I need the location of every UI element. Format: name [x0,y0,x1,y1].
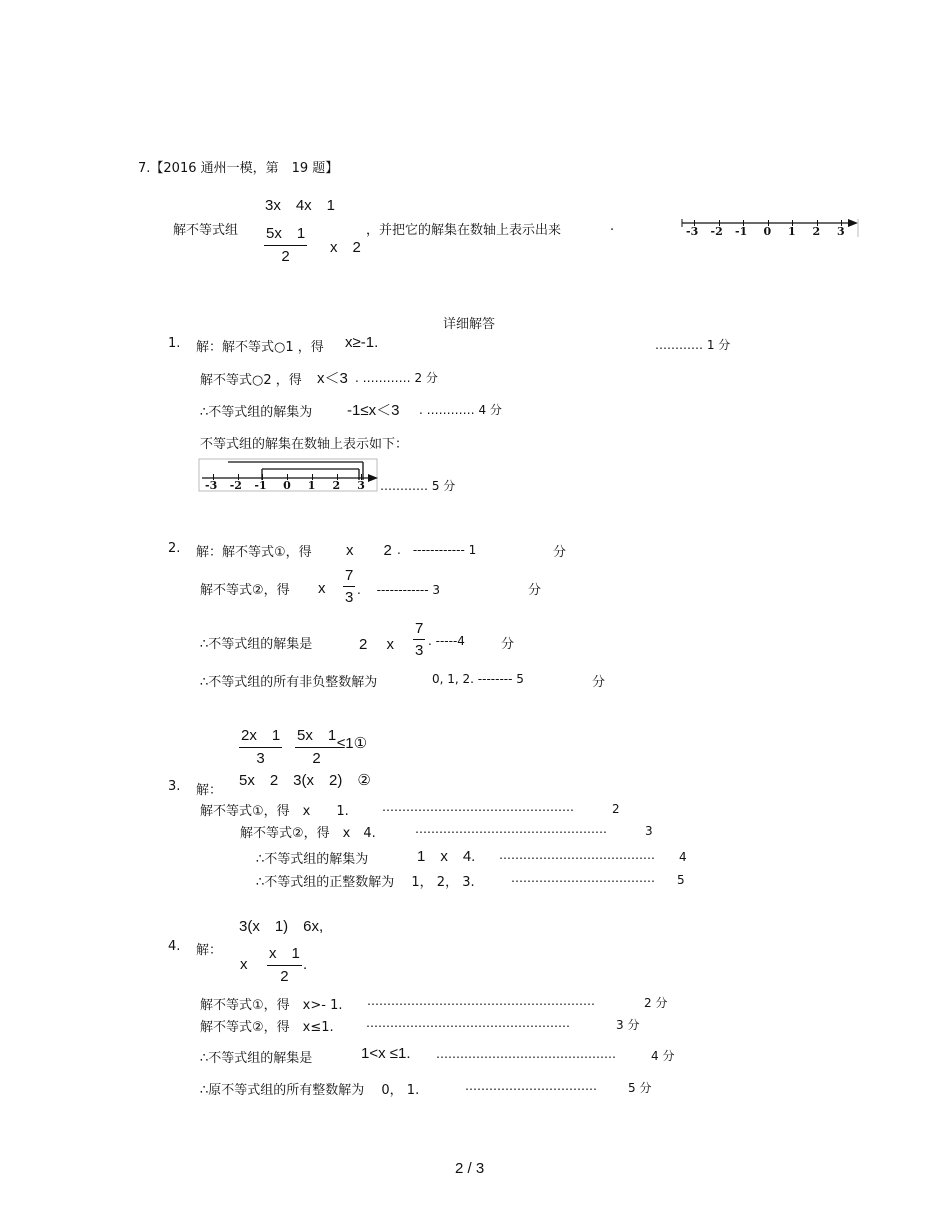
q7-axis-tick-label: 2 [812,225,821,238]
solution-3-line-2-score: 3 [645,824,653,838]
solution-4-system-2-dot: . [303,956,308,973]
solution-3-fraction-2 [295,724,338,767]
number-line-answer [198,458,380,492]
solution-2-line-4-fen: 分 [592,675,606,690]
solution-1-line-5-score: ………… 5 分 [380,479,456,493]
fraction-bar [267,965,302,966]
inequality-2-rest: x 2 [330,239,361,256]
fraction-bar [413,639,425,640]
question-tail: ，并把它的解集在数轴上表示出来 [366,223,562,238]
fraction-denominator: 3 [345,589,354,606]
q7-axis-tick-label: 3 [837,225,845,238]
solution-2-line-3-fen: 分 [501,637,515,652]
fraction-denominator: 2 [281,248,290,265]
s1-axis-tick-label: 1 [307,479,316,492]
s1-axis-tick-label: -3 [205,479,218,492]
solution-3-line-1: 解不等式①，得 x 1. [200,804,349,819]
solution-4-line-3-math: 1<x ≤1. [361,1045,411,1062]
solution-3-line-3-dots: ………………………………… [499,848,655,862]
page-number: 2 / 3 [455,1160,485,1177]
solution-2-line-2-fen: 分 [528,583,542,598]
solution-1-line-1: 解：解不等式○1 ，得 [196,340,324,355]
fraction-numerator: 7 [345,567,354,584]
s1-axis-tick-label: -2 [229,479,242,492]
solution-4-line-3: ∴不等式组的解集是 [200,1051,313,1066]
solution-1-line-2: 解不等式○2 ，得 [200,373,302,388]
q7-axis-tick-label: -2 [710,225,723,238]
solution-1-line-3-tail: . ………… 4 分 [419,403,502,417]
solution-2-line-2-fraction [343,567,355,606]
fraction-denominator: 2 [312,750,321,767]
solution-4-line-2: 解不等式②，得 x≤1. [200,1020,334,1035]
solution-3-line-4: ∴不等式组的正整数解为 1， 2， 3. [256,875,475,890]
solution-4-line-3-score: 4 分 [651,1049,675,1063]
solution-3-fraction-1 [239,724,282,767]
solution-3-line-1-dots: ………………………………………… [382,800,574,814]
detail-title: 详细解答 [443,317,496,332]
solution-2-line-4-math: 0, 1, 2. -------- 5 [432,672,524,686]
fraction-bar [239,747,282,748]
solution-4-line-2-score: 3 分 [616,1018,640,1032]
solution-4-system-1: 3(x 1) 6x, [239,918,324,935]
fraction-denominator: 2 [280,968,289,985]
solution-4-line-3-dots: ……………………………………… [436,1047,616,1061]
solution-3-number: 3. [168,779,181,794]
solution-4-line-1: 解不等式①，得 x>- 1. [200,998,343,1013]
solution-4-line-2-dots: …………………………………………… [366,1016,570,1030]
solution-2-line-2-tail: . ------------ 3 [357,583,441,597]
solution-2-line-2-x: x [318,580,326,597]
solution-3-line-3: ∴不等式组的解集为 [256,852,369,867]
fraction-numerator: 2x 1 [241,727,281,744]
fraction-numerator: 5x 1 [266,225,306,242]
solution-2-line-1-tail: . ------------ 1 [397,543,477,557]
solution-3-system-1-tail: ≤1① [337,735,368,752]
solution-4-line-1-dots: ………………………………………………… [367,994,595,1008]
solution-3-line-1-score: 2 [612,802,620,816]
solution-3-line-3-score: 4 [679,850,687,864]
solution-1-number: 1. [168,336,181,351]
solution-1-line-3-math: -1≤x＜3 [347,402,400,419]
question-tail-dot: . [610,219,615,234]
solution-4-line-4-dots: …………………………… [465,1079,597,1093]
number-line-question [680,215,860,239]
solution-2-line-3: ∴不等式组的解集是 [200,637,313,652]
q7-axis-tick-label: -1 [735,225,748,238]
s1-axis-tick-label: 0 [283,479,291,492]
solution-1-line-4: 不等式组的解集在数轴上表示如下： [200,437,409,452]
solution-1-line-1-score: ………… 1 分 [655,338,731,352]
solution-1-line-2-math: x＜3 [317,370,348,387]
solution-1-line-2-tail: . ………… 2 分 [355,371,438,385]
solution-2-line-3-tail: . -----4 [428,634,465,648]
solution-4-line-4: ∴原不等式组的所有整数解为 0， 1. [200,1083,420,1098]
solution-2-number: 2. [168,541,181,556]
solution-1-line-3: ∴不等式组的解集为 [200,405,313,420]
solution-2-line-1-math: x 2 [346,542,392,559]
solution-4-system-2-x: x [240,956,248,973]
solution-2-line-3-fraction [413,620,425,659]
solution-3-system-2: 5x 2 3(x 2) ② [239,772,371,789]
fraction-numerator: 7 [415,620,424,637]
solution-4-system-2-fraction [267,942,302,985]
fraction-denominator: 3 [415,642,424,659]
solution-4-jie: 解： [196,943,223,958]
fraction-numerator: x 1 [269,945,300,962]
solution-3-line-2-dots: ………………………………………… [415,822,607,836]
solution-3-line-4-dots: ……………………………… [511,871,655,885]
solution-2-line-2: 解不等式②，得 [200,583,290,598]
solution-4-number: 4. [168,939,181,954]
solution-3-jie: 解： [196,783,223,798]
fraction-bar [295,747,338,748]
inequality-1: 3x 4x 1 [265,197,336,214]
solution-3-line-3-math: 1 x 4. [417,848,476,865]
q7-axis-tick-label: 1 [788,225,796,238]
s1-axis-tick-label: 2 [332,479,341,492]
fraction-bar [264,245,307,246]
question-heading: 7.【2016 通州一模，第 19 题】 [138,161,339,176]
fraction-bar [343,586,355,587]
solution-2-line-4: ∴不等式组的所有非负整数解为 [200,675,378,690]
solution-2-line-1-fen: 分 [553,545,567,560]
q7-axis-tick-label: -3 [686,225,699,238]
solution-1-line-1-math: x≥-1. [345,334,379,351]
s1-axis-tick-label: -1 [254,479,267,492]
solution-4-line-1-score: 2 分 [644,996,668,1010]
solution-2-line-1: 解：解不等式①，得 [196,545,312,560]
solution-2-line-3-math: 2 x [359,636,395,653]
s1-axis-tick-label: 3 [357,479,365,492]
solution-3-line-2: 解不等式②，得 x 4. [240,826,376,841]
inequality-2-fraction [264,222,307,265]
question-lead: 解不等式组 [173,223,239,238]
q7-axis-tick-label: 0 [763,225,772,238]
fraction-denominator: 3 [256,750,265,767]
fraction-numerator: 5x 1 [297,727,337,744]
solution-3-line-4-score: 5 [677,873,685,887]
solution-4-line-4-score: 5 分 [628,1081,652,1095]
